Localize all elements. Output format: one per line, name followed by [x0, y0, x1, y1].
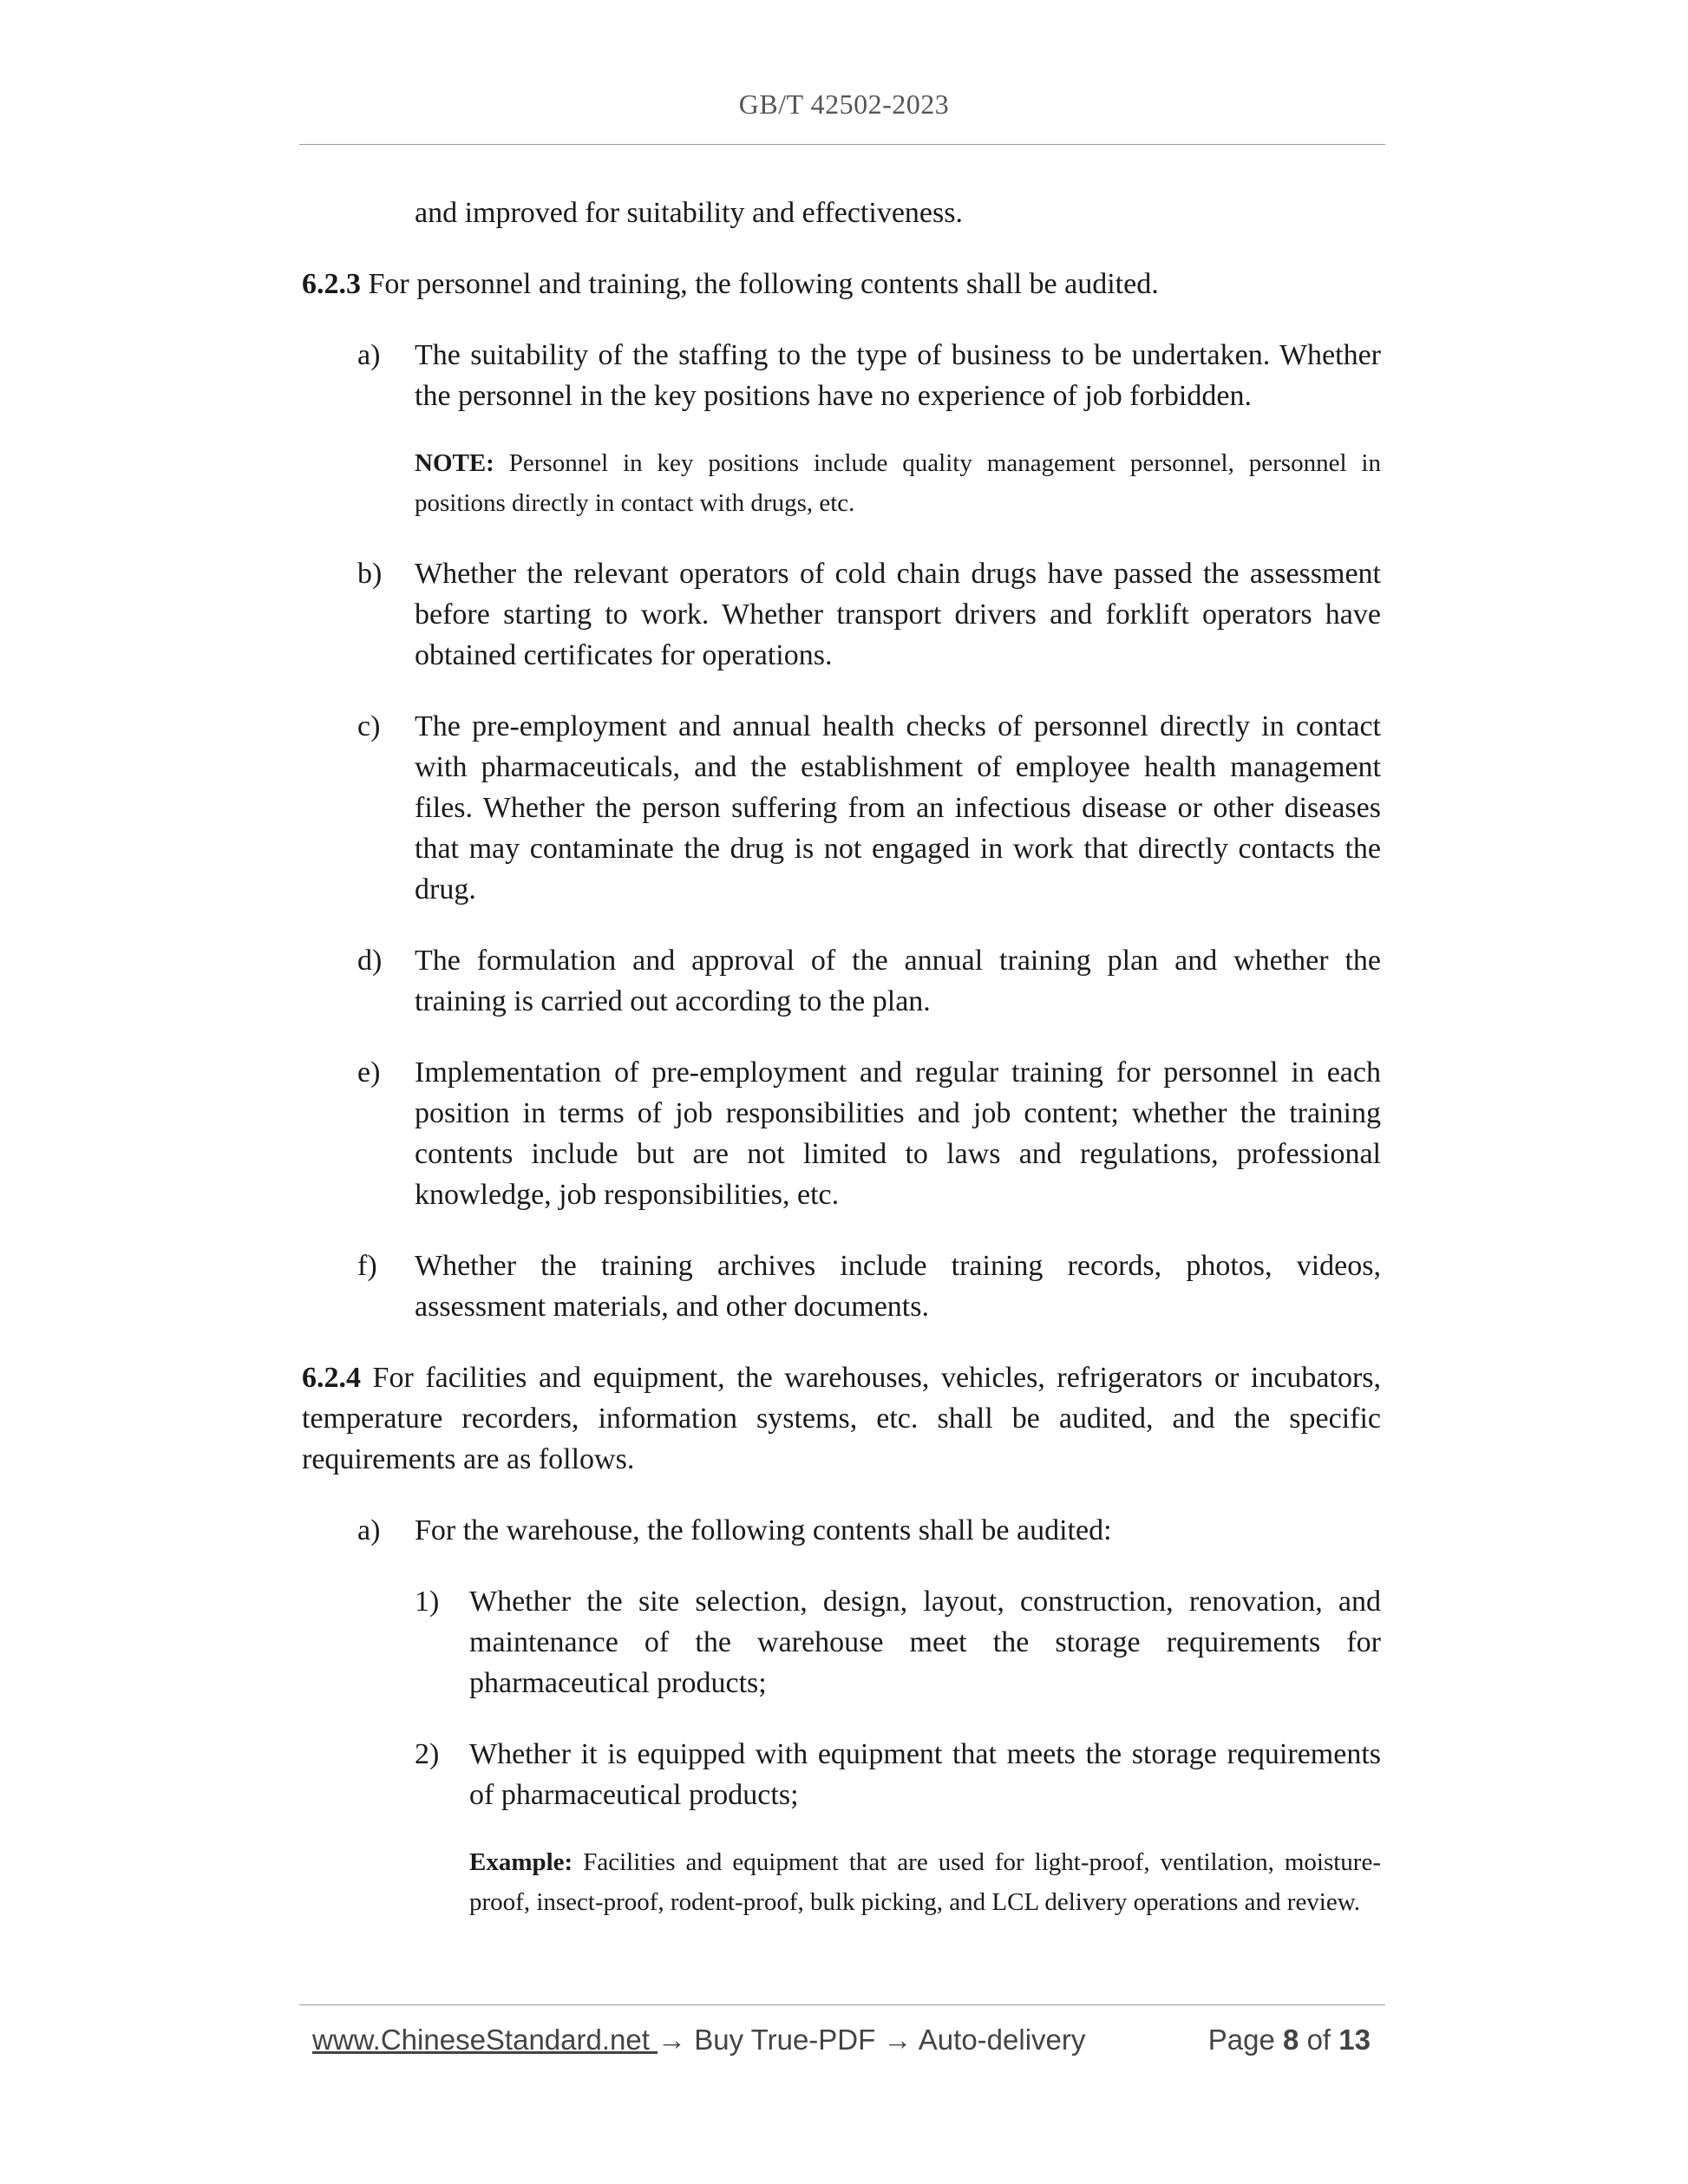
page-body [302, 193, 1381, 1952]
list-item-text: Whether the relevant operators of cold chain drugs have passed the assessment before starting to work. Whether transport drivers and forklift operators have obtained certificates for operations. [415, 558, 1381, 671]
list-item-a [302, 335, 1381, 416]
list-item-label: d) [357, 945, 383, 977]
list-item-label: e) [357, 1056, 381, 1089]
page-label: Page [1207, 2024, 1275, 2056]
list-item-text: Whether the training archives include training records, photos, videos, assessment materials, and other documents. [415, 1250, 1381, 1323]
sub-item-label: 2) [415, 1738, 440, 1770]
sub-item-text: Whether the site selection, design, layout, construction, renovation, and maintenance of the warehouse meet the storage requirements for pharmaceutical products; [469, 1586, 1381, 1699]
clause-number: 6.2.4 [302, 1362, 361, 1394]
clause-text: For personnel and training, the following contents shall be audited. [361, 268, 1159, 300]
list-item-text: The formulation and approval of the annual training plan and whether the training is carried out according to the plan. [415, 945, 1381, 1017]
list-item-d [302, 940, 1381, 1022]
sub-item-text: Whether it is equipped with equipment that meets the storage requirements of pharmaceutical products; [469, 1738, 1381, 1811]
list-item-text: The suitability of the staffing to the type of business to be undertaken. Whether the personnel in the key positions have no experience of job forbidden. [415, 339, 1381, 412]
note-text: Personnel in key positions include quality management personnel, personnel in positions directly in contact with drugs, etc. [415, 449, 1381, 517]
list-item-label: a) [357, 339, 381, 371]
page-indicator [1208, 2024, 1371, 2056]
list-item-text: The pre-employment and annual health checks of personnel directly in contact with pharmaceuticals, and the establishment of employee health management files. Whether the person suffering from an infectious disease or other diseases that may contaminate the drug is not engaged in work that directly contacts the drug. [415, 710, 1381, 906]
header-divider [299, 144, 1385, 145]
page-of-label: of [1306, 2024, 1331, 2056]
list-item-f [302, 1246, 1381, 1327]
list-item-text: Implementation of pre-employment and regular training for personnel in each position in terms of job responsibilities and job content; whether the training contents include but are not limited to laws and regulations, professional knowledge, job responsibilities, etc. [415, 1056, 1381, 1211]
clause-number: 6.2.3 [302, 268, 361, 300]
footer-promo-text: → Buy True-PDF → Auto-delivery [658, 2024, 1086, 2056]
clause-6-2-3 [302, 264, 1381, 304]
sub-item-2 [302, 1734, 1381, 1815]
page-current: 8 [1283, 2024, 1299, 2056]
page-header-doc-id: GB/T 42502-2023 [738, 88, 950, 120]
sub-item-label: 1) [415, 1586, 440, 1618]
clause-6-2-4 [302, 1357, 1381, 1480]
example-text: Facilities and equipment that are used for light-proof, ventilation, moisture-proof, insect-proof, rodent-proof, bulk picking, and LCL delivery operations and review. [469, 1848, 1381, 1916]
clause-text: For facilities and equipment, the warehouses, vehicles, refrigerators or incubators, temperature recorders, information systems, etc. shall be audited, and the specific requirements are as follows. [302, 1362, 1381, 1475]
note-label: NOTE: [415, 449, 494, 477]
page-total: 13 [1338, 2024, 1371, 2056]
list-item-a [302, 1510, 1381, 1551]
website-link[interactable]: www.ChineseStandard.net [312, 2024, 658, 2056]
list-item-e [302, 1052, 1381, 1215]
continuation-text: and improved for suitability and effectiveness. [415, 197, 963, 229]
note-block [302, 443, 1381, 523]
sub-item-1 [302, 1581, 1381, 1703]
list-item-c [302, 706, 1381, 910]
list-item-label: b) [357, 558, 383, 590]
list-item-text: For the warehouse, the following contents shall be audited: [415, 1514, 1112, 1546]
list-item-label: f) [357, 1250, 377, 1282]
list-item-b [302, 553, 1381, 676]
example-label: Example: [469, 1848, 573, 1876]
footer-divider [299, 2004, 1385, 2005]
list-item-label: a) [357, 1514, 381, 1546]
footer-promo [312, 2024, 1085, 2056]
example-block [302, 1842, 1381, 1922]
list-item-label: c) [357, 710, 381, 742]
